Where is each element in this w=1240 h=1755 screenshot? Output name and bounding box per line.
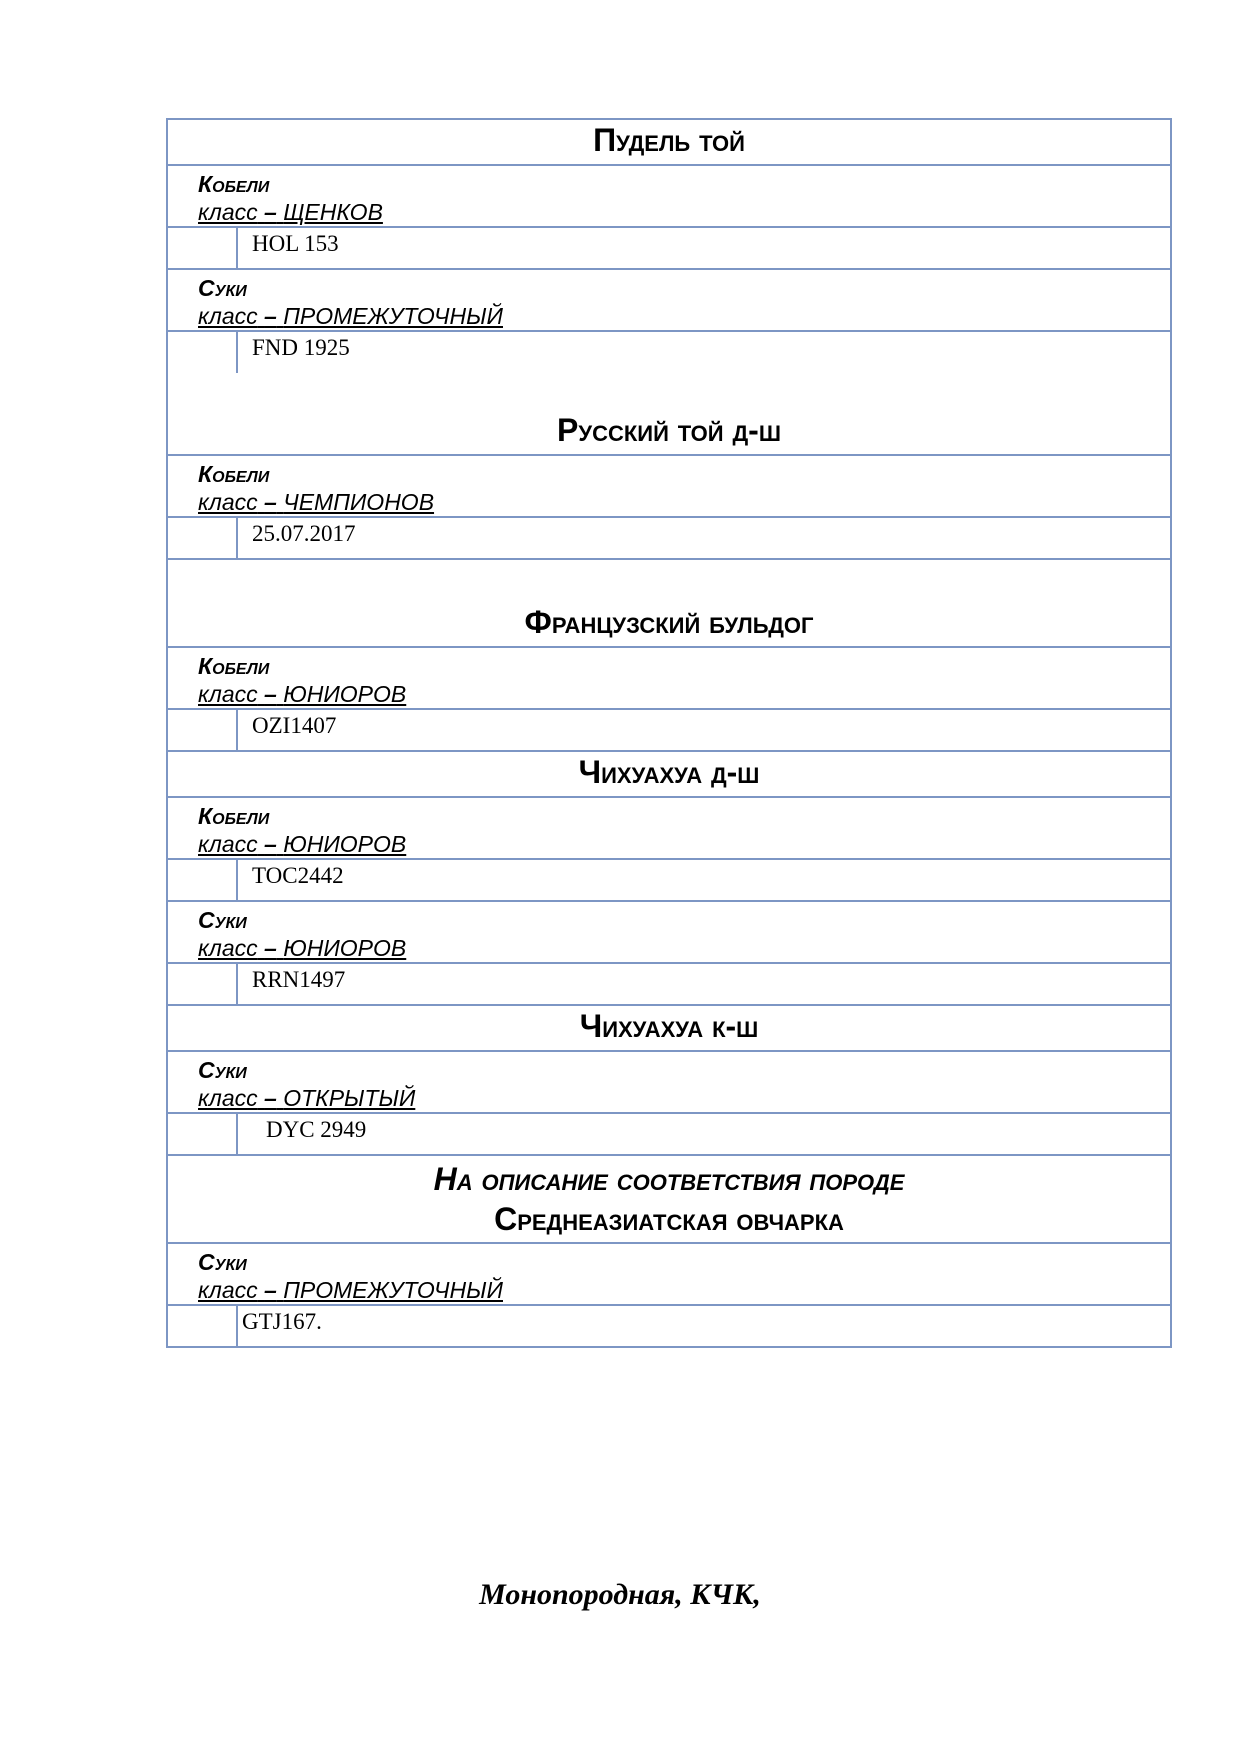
class-label: класс – ПРОМЕЖУТОЧНЫЙ (198, 1277, 503, 1303)
blank-cell (167, 517, 237, 559)
blank-cell (167, 1113, 237, 1155)
breed-heading (167, 1155, 1171, 1243)
sex-label: Суки (198, 1249, 247, 1275)
breed-name: Русский той д-ш (557, 412, 781, 448)
dog-number: OZI1407 (237, 709, 1171, 751)
sex-class-cell (167, 455, 1171, 517)
breed-name: Чихуахуа к-ш (579, 1008, 759, 1044)
dog-number: DYC 2949 (237, 1113, 1171, 1155)
blank-cell (167, 709, 237, 751)
sex-label: Суки (198, 275, 247, 301)
dog-number: TOC2442 (237, 859, 1171, 901)
dog-number: 25.07.2017 (237, 517, 1171, 559)
class-label: класс – ЮНИОРОВ (198, 935, 407, 961)
sex-class-cell (167, 1051, 1171, 1113)
sex-class-cell (167, 901, 1171, 963)
sex-label: Кобели (198, 461, 270, 487)
class-label: класс – ПРОМЕЖУТОЧНЫЙ (198, 303, 503, 329)
breed-heading-line1: На описание соответствия породе (433, 1161, 905, 1197)
dog-number: RRN1497 (237, 963, 1171, 1005)
results-table (166, 118, 1172, 1348)
class-label: класс – ЮНИОРОВ (198, 831, 407, 857)
class-label: класс – ОТКРЫТЫЙ (198, 1085, 416, 1111)
breed-heading (167, 373, 1171, 455)
breed-heading (167, 751, 1171, 797)
blank-cell (167, 859, 237, 901)
sex-class-cell (167, 269, 1171, 331)
blank-cell (167, 1305, 237, 1347)
sex-class-cell (167, 165, 1171, 227)
dog-number: FND 1925 (237, 331, 1171, 373)
sex-label: Суки (198, 907, 247, 933)
breed-heading (167, 1005, 1171, 1051)
breed-heading (167, 119, 1171, 165)
class-label: класс – ЮНИОРОВ (198, 681, 407, 707)
sex-class-cell (167, 1243, 1171, 1305)
breed-name: Французский бульдог (524, 604, 814, 640)
sex-label: Кобели (198, 653, 270, 679)
sex-class-cell (167, 797, 1171, 859)
breed-name: Чихуахуа д-ш (578, 754, 760, 790)
sex-label: Суки (198, 1057, 247, 1083)
sex-label: Кобели (198, 803, 270, 829)
class-label: класс – ЧЕМПИОНОВ (198, 489, 435, 515)
sex-class-cell (167, 647, 1171, 709)
breed-name: Пудель той (593, 122, 745, 158)
dog-number: GTJ167. (237, 1305, 1171, 1347)
blank-cell (167, 227, 237, 269)
sex-label: Кобели (198, 171, 270, 197)
dog-number: HOL 153 (237, 227, 1171, 269)
blank-cell (167, 331, 237, 373)
class-label: класс – ЩЕНКОВ (198, 199, 383, 225)
footer-text: Монопородная, КЧК, (479, 1578, 761, 1611)
breed-name: Среднеазиатская овчарка (494, 1201, 844, 1237)
blank-cell (167, 963, 237, 1005)
breed-heading (167, 559, 1171, 647)
